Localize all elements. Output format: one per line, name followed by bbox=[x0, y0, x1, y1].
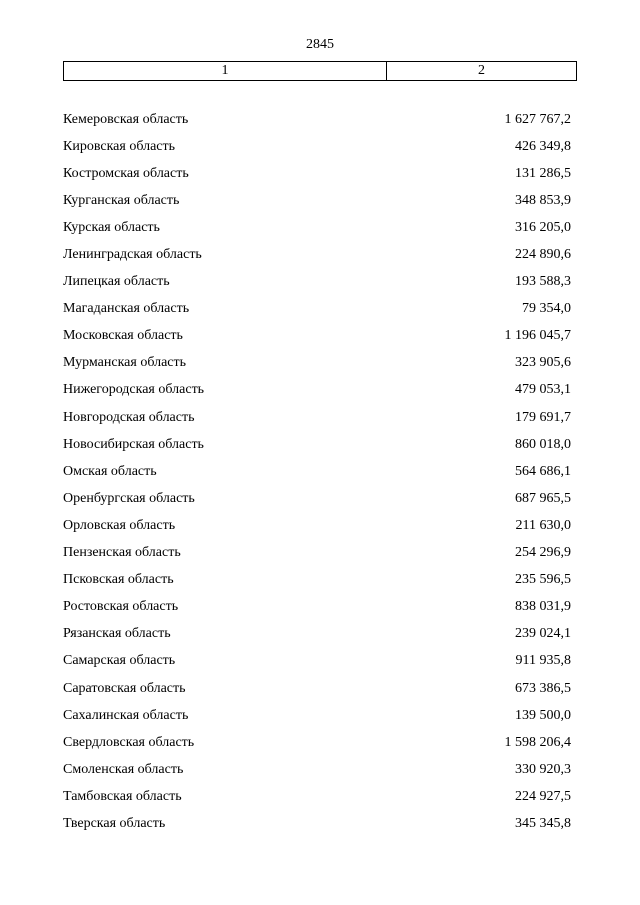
region-value: 1 598 206,4 bbox=[504, 734, 571, 750]
table-row bbox=[63, 702, 571, 729]
region-name: Новгородская область bbox=[63, 409, 195, 425]
table-row bbox=[63, 783, 571, 810]
column-header-1: 1 bbox=[64, 62, 387, 80]
region-name: Курская область bbox=[63, 219, 160, 235]
region-name: Кировская область bbox=[63, 138, 176, 154]
region-name: Свердловская область bbox=[63, 734, 195, 750]
region-value: 239 024,1 bbox=[515, 626, 571, 642]
region-name: Псковская область bbox=[63, 572, 174, 588]
region-name: Мурманская область bbox=[63, 355, 187, 371]
region-value: 1 196 045,7 bbox=[504, 328, 571, 344]
table-row bbox=[63, 296, 571, 323]
region-value: 254 296,9 bbox=[515, 545, 571, 561]
region-value: 235 596,5 bbox=[515, 572, 571, 588]
region-name: Омская область bbox=[63, 463, 157, 479]
table-row bbox=[63, 241, 571, 268]
table-row bbox=[63, 106, 571, 133]
region-name: Московская область bbox=[63, 328, 183, 344]
table-row bbox=[63, 458, 571, 485]
region-list bbox=[63, 106, 571, 838]
region-value: 345 345,8 bbox=[515, 815, 571, 831]
region-value: 224 927,5 bbox=[515, 788, 571, 804]
region-value: 1 627 767,2 bbox=[504, 111, 571, 127]
table-row bbox=[63, 133, 571, 160]
table-row bbox=[63, 648, 571, 675]
region-value: 564 686,1 bbox=[515, 463, 571, 479]
table-row bbox=[63, 756, 571, 783]
table-row bbox=[63, 567, 571, 594]
region-value: 426 349,8 bbox=[515, 138, 571, 154]
table-row bbox=[63, 675, 571, 702]
region-name: Пензенская область bbox=[63, 545, 181, 561]
region-value: 193 588,3 bbox=[515, 274, 571, 290]
region-value: 348 853,9 bbox=[515, 192, 571, 208]
table-row bbox=[63, 214, 571, 241]
region-name: Самарская область bbox=[63, 653, 176, 669]
region-name: Курганская область bbox=[63, 192, 180, 208]
table-row bbox=[63, 350, 571, 377]
table-row bbox=[63, 323, 571, 350]
table-row bbox=[63, 431, 571, 458]
region-value: 316 205,0 bbox=[515, 219, 571, 235]
table-row bbox=[63, 729, 571, 756]
region-value: 179 691,7 bbox=[515, 409, 571, 425]
table-row bbox=[63, 485, 571, 512]
region-value: 211 630,0 bbox=[515, 517, 571, 533]
region-value: 479 053,1 bbox=[515, 382, 571, 398]
region-name: Тамбовская область bbox=[63, 788, 182, 804]
table-row bbox=[63, 269, 571, 296]
table-row bbox=[63, 187, 571, 214]
column-header-2: 2 bbox=[478, 63, 485, 78]
region-value: 79 354,0 bbox=[522, 301, 571, 317]
table-row bbox=[63, 512, 571, 539]
region-name: Рязанская область bbox=[63, 626, 171, 642]
region-value: 131 286,5 bbox=[515, 165, 571, 181]
region-name: Липецкая область bbox=[63, 274, 170, 290]
table-row bbox=[63, 594, 571, 621]
table-row bbox=[63, 160, 571, 187]
page-number: 2845 bbox=[306, 37, 334, 52]
region-value: 139 500,0 bbox=[515, 707, 571, 723]
region-name: Орловская область bbox=[63, 517, 176, 533]
region-value: 330 920,3 bbox=[515, 761, 571, 777]
region-name: Ростовская область bbox=[63, 599, 179, 615]
region-value: 860 018,0 bbox=[515, 436, 571, 452]
region-name: Кемеровская область bbox=[63, 111, 189, 127]
region-name: Костромская область bbox=[63, 165, 189, 181]
region-name: Магаданская область bbox=[63, 301, 190, 317]
region-name: Тверская область bbox=[63, 815, 166, 831]
table-row bbox=[63, 377, 571, 404]
region-name: Новосибирская область bbox=[63, 436, 204, 452]
table-row bbox=[63, 621, 571, 648]
region-name: Ленинградская область bbox=[63, 247, 202, 263]
region-name: Смоленская область bbox=[63, 761, 184, 777]
region-name: Оренбургская область bbox=[63, 490, 195, 506]
region-value: 224 890,6 bbox=[515, 247, 571, 263]
region-value: 838 031,9 bbox=[515, 599, 571, 615]
region-name: Сахалинская область bbox=[63, 707, 189, 723]
region-name: Нижегородская область bbox=[63, 382, 205, 398]
region-value: 323 905,6 bbox=[515, 355, 571, 371]
region-value: 911 935,8 bbox=[515, 653, 571, 669]
table-header bbox=[63, 61, 577, 81]
table-row bbox=[63, 404, 571, 431]
region-name: Саратовская область bbox=[63, 680, 186, 696]
region-value: 687 965,5 bbox=[515, 490, 571, 506]
table-row bbox=[63, 810, 571, 837]
table-row bbox=[63, 540, 571, 567]
region-value: 673 386,5 bbox=[515, 680, 571, 696]
